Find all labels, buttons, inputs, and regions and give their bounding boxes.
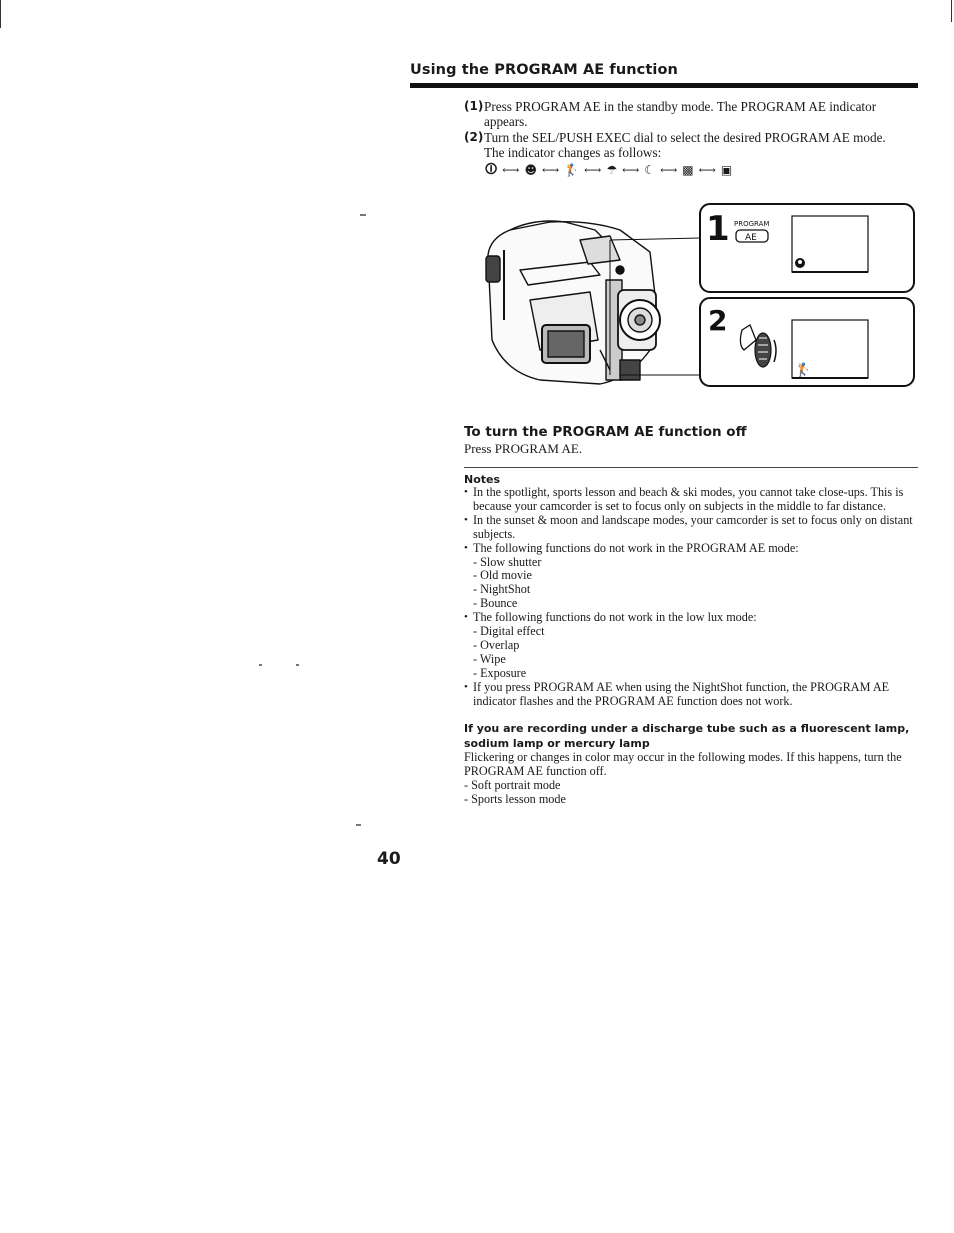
turn-off-title: To turn the PROGRAM AE function off [464,424,747,440]
camcorder-drawing [486,221,700,384]
step-1 [464,99,904,129]
note-item: • If you press PROGRAM AE when using the NightShot function, the PROGRAM AE indicator flashes and the PROGRAM AE function does not work. [464,681,924,709]
scan-speck [296,664,299,666]
page-number: 40 [377,849,401,869]
disabled-function: - Old movie [473,568,532,583]
mode-sequence [485,163,732,177]
step-panel-2 [700,298,914,386]
note-item: • The following functions do not work in the PROGRAM AE mode: [464,542,924,556]
section-title: Using the PROGRAM AE function [410,62,678,78]
double-arrow-icon: ⟷ [660,162,678,177]
step-number: (1) [464,99,484,113]
step-text: Turn the SEL/PUSH EXEC dial to select the desired PROGRAM AE mode. The indicator changes as follows: [484,130,886,160]
affected-mode: - Sports lesson mode [464,792,566,806]
affected-mode: - Soft portrait mode [464,778,561,792]
note-item: • The following functions do not work in the low lux mode: [464,611,924,625]
sports-lesson-icon: 🏌 [564,163,580,177]
notes-heading: Notes [464,473,501,486]
disabled-function: - Bounce [473,596,518,611]
step-panel-1 [700,204,914,292]
landscape-icon: ▩ [682,163,694,177]
camcorder-illustration [480,200,920,392]
sports-lesson-icon: 🏌 [795,363,812,378]
double-arrow-icon: ⟷ [622,162,640,177]
program-label: PROGRAM [734,220,770,228]
scan-speck [356,824,361,826]
panel-number: 2 [708,304,728,337]
disabled-function: - Wipe [473,651,506,666]
disabled-function: - Exposure [473,665,527,680]
discharge-text: Flickering or changes in color may occur in the following modes. If this happens, turn the PROGRAM AE function off. [464,750,902,778]
scan-speck [259,664,262,666]
ae-label: AE [745,233,757,243]
spotlight-icon: ☻ [524,163,537,177]
scan-edge-right [951,0,952,22]
double-arrow-icon: ⟷ [502,162,520,177]
notes-divider [464,467,918,468]
double-arrow-icon: ⟷ [541,162,560,177]
disabled-function: - NightShot [473,582,531,597]
step-2 [464,130,904,160]
sunset-moon-icon: ☾ [644,163,656,177]
low-lux-icon: ▣ [720,163,733,177]
step-number: (2) [464,130,484,144]
note-item: • In the spotlight, sports lesson and beach & ski modes, you cannot take close-ups. This is because your camcorder is set to focus only on subjects in the middle to far distance. [464,486,924,514]
double-arrow-icon: ⟷ [698,162,716,177]
title-rule [410,83,918,88]
disabled-function: - Digital effect [473,624,545,639]
discharge-section [464,750,918,806]
notes-list [464,486,924,709]
double-arrow-icon: ⟷ [584,162,602,177]
beach-ski-icon: ☂ [606,163,618,177]
turn-off-text: Press PROGRAM AE. [464,441,583,456]
panel-number: 1 [706,209,730,249]
note-item: • In the sunset & moon and landscape modes, your camcorder is set to focus only on distant subjects. [464,514,924,542]
step-text: Press PROGRAM AE in the standby mode. The PROGRAM AE indicator appears. [484,99,877,129]
soft-portrait-icon: 🛈 [485,161,498,176]
disabled-function: - Slow shutter [473,554,542,569]
discharge-heading: If you are recording under a discharge tube such as a fluorescent lamp, sodium lamp or mercury lamp [464,722,910,750]
scan-speck [360,214,366,216]
scan-edge-left [0,0,1,28]
disabled-function: - Overlap [473,637,520,652]
